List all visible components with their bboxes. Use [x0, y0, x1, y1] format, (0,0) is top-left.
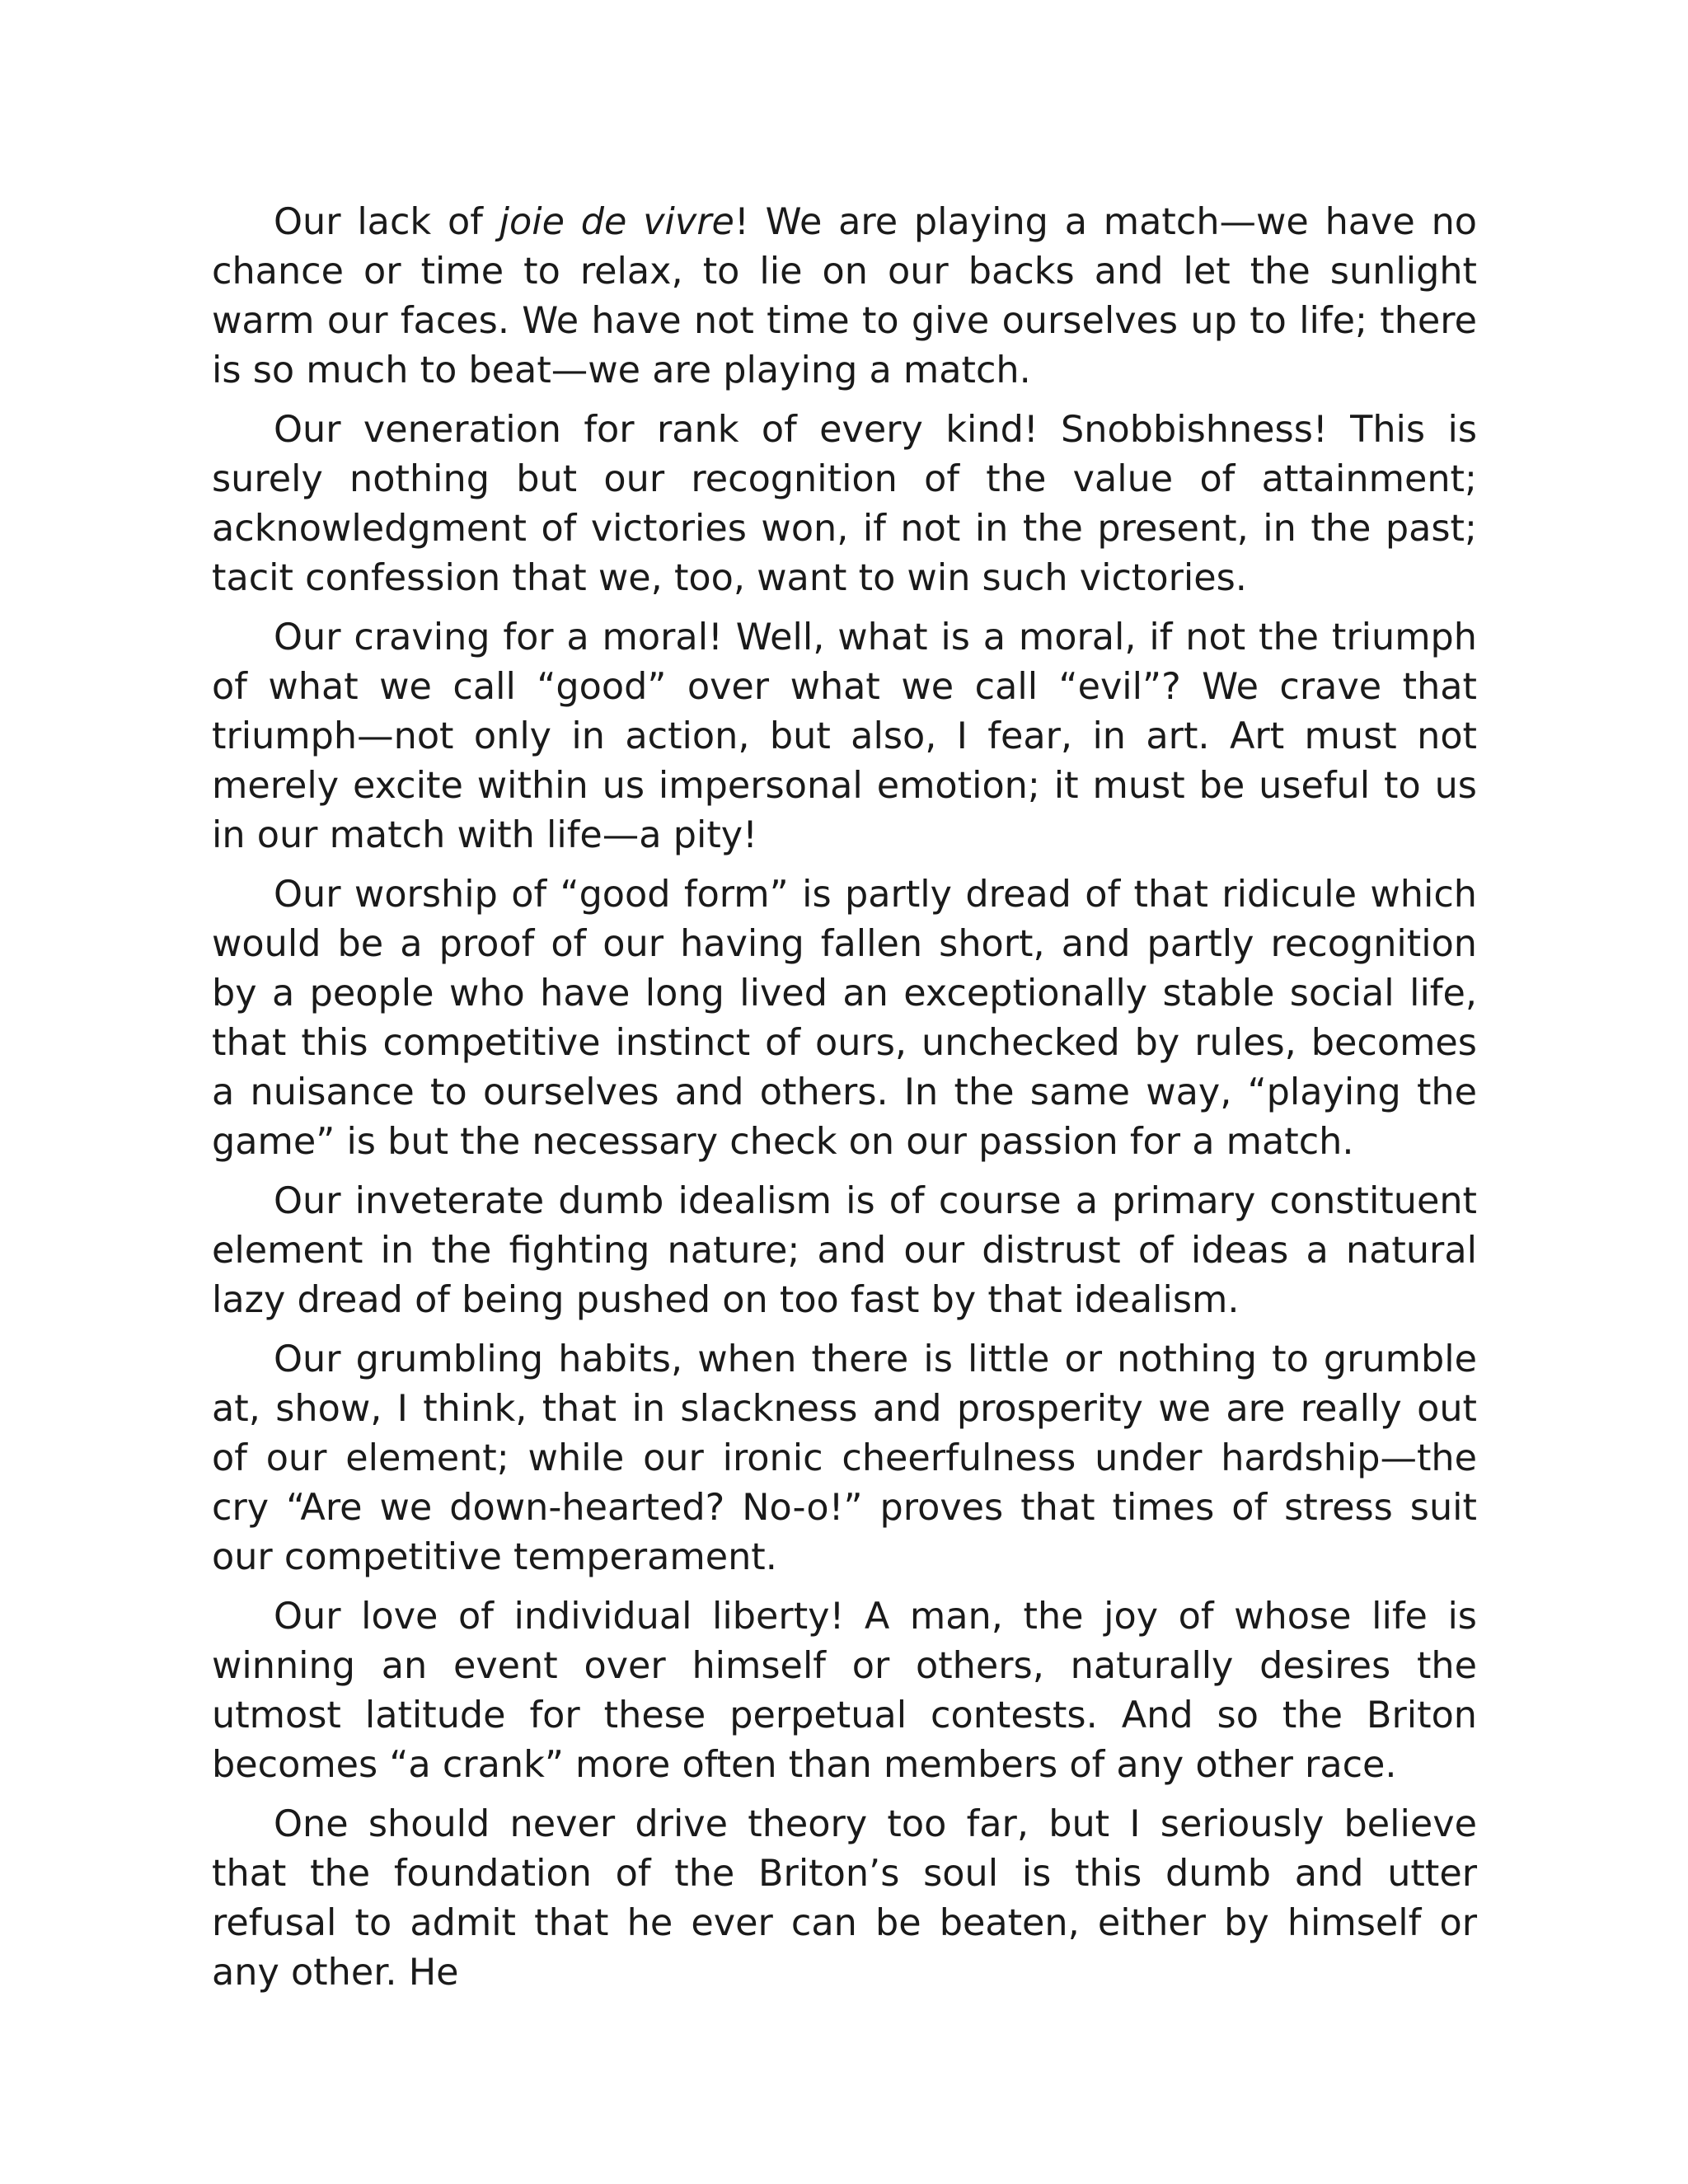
paragraph-joie-de-vivre — [212, 198, 1477, 396]
paragraph-liberty: Our love of individual liberty! A man, the joy of whose life is winning an event over himself or others, naturally desires the utmost latitude for these perpetual contests. And so the Briton becomes “a crank” more often than members of any other race. — [212, 1596, 1477, 1786]
page-body — [212, 198, 1477, 1998]
paragraph-veneration: Our veneration for rank of every kind! Snobbishness! This is surely nothing but our recognition of the value of attainment; acknowledgment of victories won, if not in the present, in the past; tacit confession that we, too, want to win such victories. — [212, 409, 1477, 599]
paragraph-moral: Our craving for a moral! Well, what is a moral, if not the triumph of what we call “good” over what we call “evil”? We crave that triumph—not only in action, but also, I fear, in art. Art must not merely excite within us impersonal emotion; it must be useful to us in our match with life—a pity! — [212, 616, 1477, 856]
paragraph-text: Our lack of — [274, 201, 499, 243]
paragraph-grumbling: Our grumbling habits, when there is little or nothing to grumble at, show, I think, that in slackness and prosperity we are really out of our element; while our ironic cheerfulness under hardship—the cry “Are we down-hearted? No-o!” proves that times of stress suit our competitive temperament. — [212, 1338, 1477, 1578]
paragraph-idealism: Our inveterate dumb idealism is of course a primary constituent element in the fighting nature; and our distrust of ideas a natural lazy dread of being pushed on too fast by that idealism. — [212, 1180, 1477, 1321]
paragraph-text: ! We are playing a match—we have no chance or time to relax, to lie on our backs and let the sunlight warm our faces. We have not time to give ourselves up to life; there is so much to beat—we are playing a match. — [212, 201, 1477, 391]
italic-phrase: joie de vivre — [499, 201, 734, 243]
paragraph-good-form: Our worship of “good form” is partly dread of that ridicule which would be a proof of our having fallen short, and partly recognition by a people who have long lived an exceptionally stable social life, that this competitive instinct of ours, unchecked by rules, becomes a nuisance to ourselves and others. In the same way, “playing the game” is but the necessary check on our passion for a match. — [212, 874, 1477, 1163]
paragraph-theory: One should never drive theory too far, but I seriously believe that the foundation of the Briton’s soul is this dumb and utter refusal to admit that he ever can be beaten, either by himself or any other. He — [212, 1803, 1477, 1994]
